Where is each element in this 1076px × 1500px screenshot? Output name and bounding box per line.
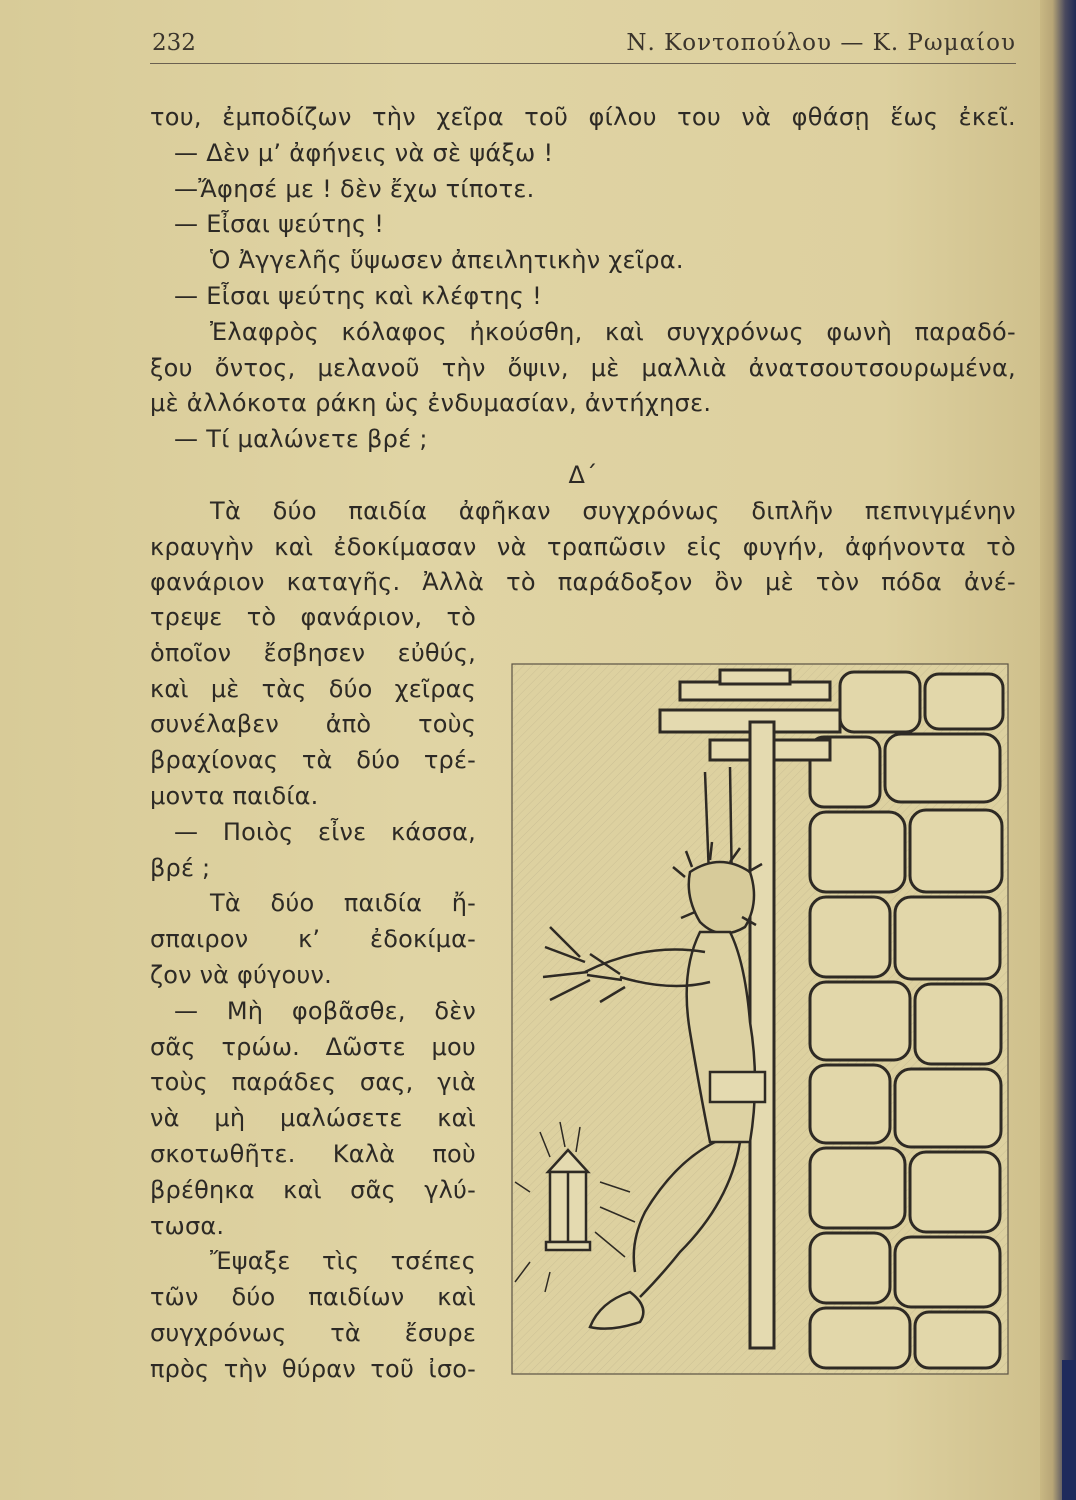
text-line: ζον νὰ φύγουν.	[150, 960, 332, 989]
text-line: βρέθηκα καὶ σᾶς γλύ-	[150, 1175, 476, 1204]
text-line: βραχίονας τὰ δύο τρέ-	[150, 746, 476, 775]
page-number: 232	[152, 30, 196, 56]
section-heading: Δ΄	[568, 460, 598, 489]
text-line: τωσα.	[150, 1211, 225, 1240]
text-line: βρέ ;	[150, 853, 211, 882]
illustration-figure	[510, 662, 1010, 1376]
text-line: — Εἶσαι ψεύτης !	[174, 210, 385, 239]
text-line: του, ἐμποδίζων τὴν χεῖρα τοῦ φίλου του νὰ φθάσῃ ἕως ἐκεῖ.	[150, 103, 1016, 131]
text-line: πρὸς τὴν θύραν τοῦ ἰσο-	[150, 1354, 476, 1383]
body-text-full-width	[150, 100, 1016, 601]
header-rule	[150, 63, 1016, 64]
text-line: μοντα παιδία.	[150, 781, 319, 810]
text-line: φανάριον καταγῆς. Ἀλλὰ τὸ παράδοξον ὂν μὲ τὸν πόδα ἀνέ-	[150, 568, 1016, 597]
text-line: σκοτωθῆτε. Καλὰ ποὺ	[150, 1139, 476, 1168]
body-text-column	[150, 600, 476, 1388]
text-line: κραυγὴν καὶ ἐδοκίμασαν νὰ τραπῶσιν εἰς φυγήν, ἀφήνοντα τὸ	[150, 532, 1016, 561]
text-line: Ἔψαξε τὶς τσέπες	[210, 1247, 476, 1276]
text-line: τῶν δύο παιδίων καὶ	[150, 1283, 476, 1312]
text-line: Τὰ δύο παιδία ἀφῆκαν συγχρόνως διπλῆν πεπνιγμένην	[210, 496, 1016, 525]
text-line: μὲ ἀλλόκοτα ράκη ὡς ἐνδυμασίαν, ἀντήχησε.	[150, 389, 712, 418]
text-line: — Τί μαλώνετε βρέ ;	[174, 425, 428, 454]
text-line: — Μὴ φοβᾶσθε, δὲν	[174, 996, 476, 1025]
text-line: Τὰ δύο παιδία ἤ-	[210, 889, 476, 918]
page-header	[152, 30, 1016, 64]
illustration-drawing	[510, 662, 1010, 1376]
text-line: ξου ὄντος, μελανοῦ τὴν ὄψιν, μὲ μαλλιὰ ἀνατσουτσουρωμένα,	[150, 353, 1016, 382]
cover-edge	[1062, 1360, 1076, 1500]
text-line: — Δὲν μ’ ἀφήνεις νὰ σὲ ψάξω !	[174, 138, 554, 167]
text-line: — Εἶσαι ψεύτης καὶ κλέφτης !	[174, 281, 543, 310]
text-line: σπαιρον κ’ ἐδοκίμα-	[150, 925, 476, 954]
text-line: σᾶς τρώω. Δῶστε μου	[150, 1032, 476, 1061]
running-title: Ν. Κοντοπούλου — Κ. Ρωμαίου	[626, 30, 1016, 56]
text-line: καὶ μὲ τὰς δύο χεῖρας	[150, 674, 476, 703]
text-line: συνέλαβεν ἀπὸ τοὺς	[150, 710, 476, 739]
text-line: —Ἄφησέ με ! δὲν ἔχω τίποτε.	[174, 174, 535, 203]
text-line: ὁποῖον ἔσβησεν εὐθύς,	[150, 638, 476, 667]
text-line: — Ποιὸς εἶνε κάσσα,	[174, 817, 476, 846]
stone-wall	[810, 672, 1003, 1368]
book-spine-edge	[1040, 0, 1076, 1500]
text-line: νὰ μὴ μαλώσετε καὶ	[150, 1104, 476, 1133]
text-line: τρεψε τὸ φανάριον, τὸ	[150, 603, 476, 631]
text-line: Ὁ Ἀγγελῆς ὕψωσεν ἀπειλητικὴν χεῖρα.	[210, 246, 684, 275]
text-line: τοὺς παράδες σας, γιὰ	[150, 1068, 476, 1097]
text-line: Ἐλαφρὸς κόλαφος ἠκούσθη, καὶ συγχρόνως φωνὴ παραδό-	[210, 317, 1016, 346]
text-line: συγχρόνως τὰ ἔσυρε	[150, 1318, 476, 1347]
